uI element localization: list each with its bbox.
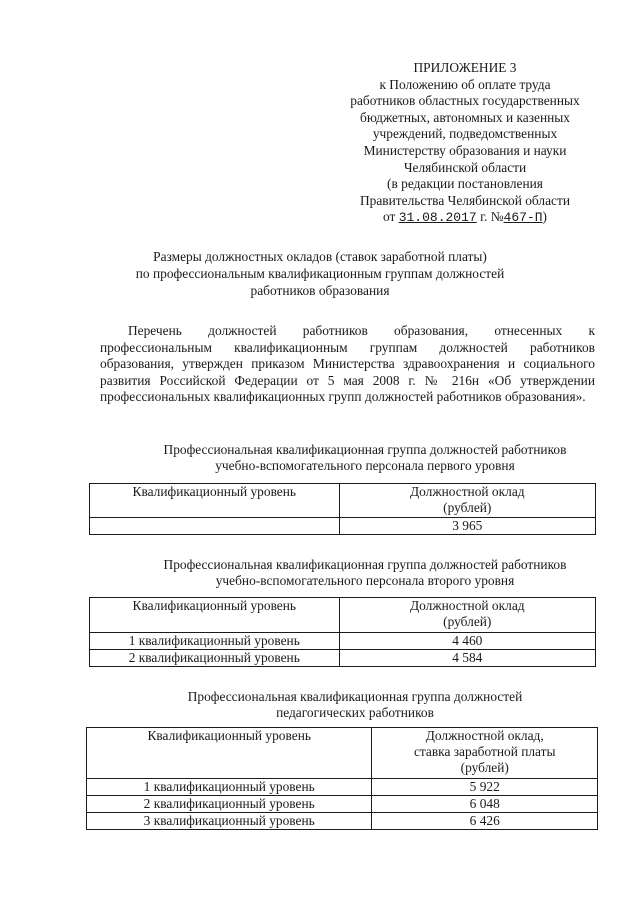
table-row	[87, 813, 598, 830]
group-1-table	[89, 483, 596, 535]
resolution-date: 31.08.2017	[398, 210, 477, 226]
level-cell: 2 квалификационный уровень	[90, 650, 340, 667]
group-title-line: учебно-вспомогательного персонала первого уровня	[215, 458, 515, 473]
group-3-title	[110, 689, 600, 721]
appendix-line: бюджетных, автономных и казенных	[360, 109, 570, 125]
document-title	[80, 248, 560, 299]
header-level: Квалификационный уровень	[90, 598, 340, 633]
group-2-table	[89, 597, 596, 667]
header-salary-line: ставка заработной платы	[413, 744, 556, 759]
salary-cell: 4 460	[339, 633, 595, 650]
table-row	[90, 650, 596, 667]
date-suffix: г. №	[480, 209, 504, 225]
table-row	[90, 633, 596, 650]
salary-cell: 6 426	[372, 813, 598, 830]
appendix-line: работников областных государственных	[350, 93, 580, 109]
header-level: Квалификационный уровень	[87, 728, 372, 779]
table-header-row	[90, 484, 596, 518]
header-salary-line: (рублей)	[443, 614, 492, 629]
table-header-row	[90, 598, 596, 633]
title-line: Размеры должностных окладов (ставок заработной платы)	[153, 249, 487, 264]
group-title-line: учебно-вспомогательного персонала второго уровня	[215, 573, 515, 588]
table-row	[87, 779, 598, 796]
group-3-table	[86, 727, 598, 830]
level-cell: 2 квалификационный уровень	[87, 796, 372, 813]
title-line: по профессиональным квалификационным группам должностей	[135, 266, 505, 281]
header-salary-line: Должностной оклад	[409, 484, 525, 499]
salary-cell: 6 048	[372, 796, 598, 813]
header-salary-line: (рублей)	[443, 500, 492, 515]
level-cell	[90, 518, 340, 535]
appendix-line: к Положению об оплате труда	[379, 76, 551, 92]
salary-cell: 4 584	[339, 650, 595, 667]
header-salary-line: Должностной оклад,	[425, 728, 544, 743]
level-cell: 3 квалификационный уровень	[87, 813, 372, 830]
intro-paragraph	[100, 323, 595, 406]
appendix-header	[330, 60, 600, 227]
closing-paren: )	[542, 209, 548, 225]
header-level: Квалификационный уровень	[90, 484, 340, 518]
level-cell: 1 квалификационный уровень	[90, 633, 340, 650]
header-salary	[339, 484, 595, 518]
intro-text: Перечень должностей работников образования, отнесенных к профессиональным квалификационным группам должностей работников образования, утвержден приказом Министерства здравоохранения и социального развития Российской Федерации от 5 мая 2008 г. № 216н «Об утверждении профессиональных квалификационных групп должностей работников образования».	[100, 323, 595, 404]
resolution-number: 467-П	[503, 210, 543, 226]
salary-cell: 5 922	[372, 779, 598, 796]
appendix-line: Правительства Челябинской области	[360, 192, 570, 208]
group-title-line: Профессиональная квалификационная группа должностей работников	[163, 557, 567, 572]
appendix-line: Министерству образования и науки	[363, 142, 567, 158]
appendix-line: учреждений, подведомственных	[372, 126, 558, 142]
title-line: работников образования	[250, 283, 390, 298]
group-2-title	[120, 557, 610, 589]
group-1-title	[120, 442, 610, 474]
salary-cell: 3 965	[339, 518, 595, 535]
group-title-line: педагогических работников	[276, 705, 434, 720]
header-salary	[372, 728, 598, 779]
header-salary-line: (рублей)	[460, 760, 509, 775]
table-header-row	[87, 728, 598, 779]
group-title-line: Профессиональная квалификационная группа должностей работников	[163, 442, 567, 457]
appendix-line: (в редакции постановления	[387, 176, 543, 192]
group-title-line: Профессиональная квалификационная группа должностей	[187, 689, 523, 704]
header-salary	[339, 598, 595, 633]
level-cell: 1 квалификационный уровень	[87, 779, 372, 796]
header-salary-line: Должностной оклад	[409, 598, 525, 613]
table-row	[90, 518, 596, 535]
appendix-line: Челябинской области	[403, 159, 527, 175]
table-row	[87, 796, 598, 813]
date-prefix: от	[382, 209, 396, 225]
appendix-date-line	[330, 209, 600, 227]
appendix-title: ПРИЛОЖЕНИЕ 3	[413, 60, 517, 75]
